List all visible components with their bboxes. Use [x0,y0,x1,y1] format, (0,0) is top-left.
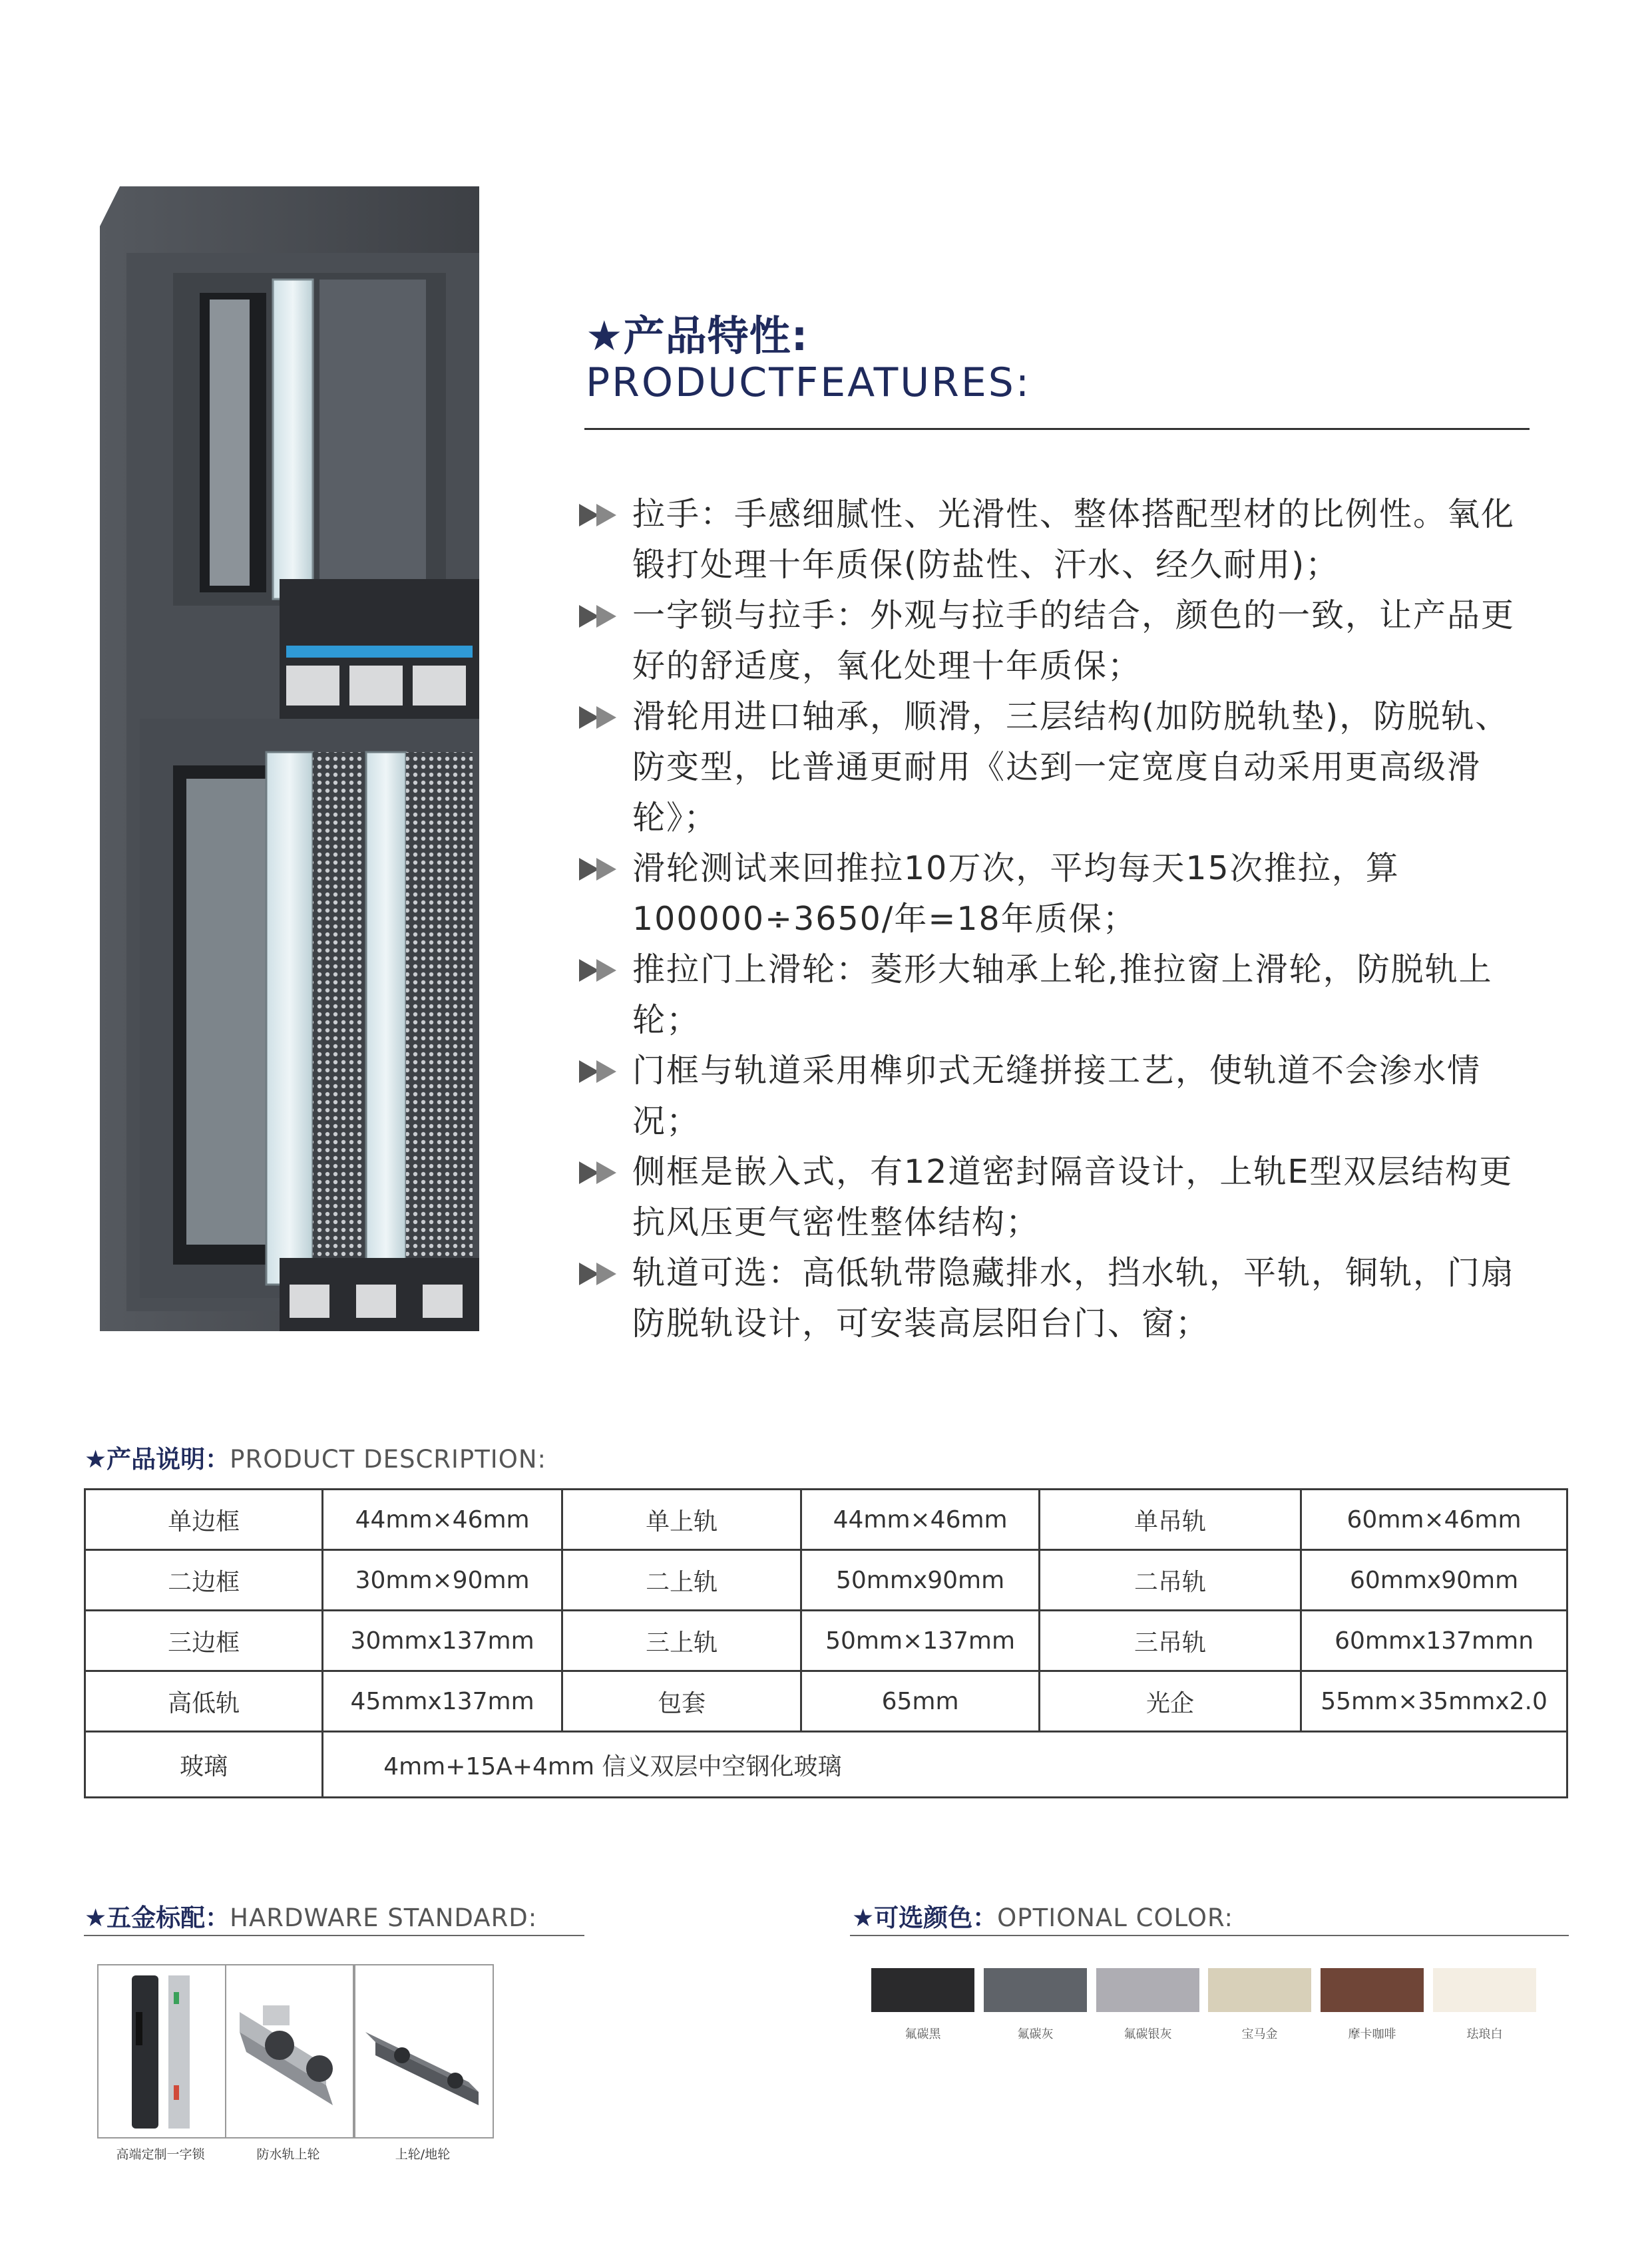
table-row [85,1732,1567,1798]
table-cell: 单上轨 [562,1490,801,1550]
table-cell: 44mm×46mm [323,1490,562,1550]
color-label: 氟碳灰 [1017,2027,1054,2041]
table-cell: 55mm×35mmx2.0 [1301,1671,1567,1732]
color-label: 氟碳黑 [905,2027,941,2041]
double-arrow-icon [579,605,622,628]
hardware-floor-wheel-image [354,1964,494,2139]
table-cell: 光企 [1040,1671,1301,1732]
feature-text: 推拉门上滑轮：菱形大轴承上轮,推拉窗上滑轮，防脱轨上轮； [632,950,1493,1039]
feature-text: 门框与轨道采用榫卯式无缝拼接工艺，使轨道不会渗水情况； [632,1052,1482,1140]
double-arrow-icon [579,504,622,526]
bottom-glass-1 [266,752,313,1285]
bottom-glass-2 [366,752,406,1285]
feature-item [579,944,1524,1046]
hardware-title-en: HARDWARE STANDARD: [230,1904,538,1932]
roller-icon [355,1965,493,2137]
lock-icon [99,1965,225,2137]
double-arrow-icon [579,706,622,729]
color-title-en: OPTIONAL COLOR: [997,1904,1234,1932]
color-heading [852,1898,1233,1934]
feature-text: 轨道可选：高低轨带隐藏排水，挡水轨，平轨，铜轨，门扇防脱轨设计，可安装高层阳台门、窗； [632,1254,1516,1342]
features-title-en: PRODUCTFEATURES: [586,359,1032,406]
table-cell: 30mmx137mm [323,1611,562,1671]
color-swatch[interactable] [984,1968,1087,2012]
table-cell: 三上轨 [562,1611,801,1671]
double-arrow-icon [579,1060,622,1083]
feature-text: 一字锁与拉手：外观与拉手的结合，颜色的一致，让产品更好的舒适度，氧化处理十年质保； [632,596,1516,685]
description-heading [85,1439,546,1475]
hardware-label: 防水轨上轮 [256,2147,320,2162]
color-swatch[interactable] [1096,1968,1199,2012]
feature-item [579,590,1524,692]
spec-table [84,1488,1568,1798]
table-cell: 60mm×46mm [1301,1490,1567,1550]
hardware-heading [85,1898,537,1934]
description-title-en: PRODUCT DESCRIPTION: [230,1445,546,1474]
double-arrow-icon [579,1161,622,1184]
table-cell: 65mm [801,1671,1040,1732]
table-row [85,1550,1567,1611]
table-cell: 单吊轨 [1040,1490,1301,1550]
table-cell: 三边框 [85,1611,323,1671]
hardware-label: 上轮/地轮 [395,2147,451,2162]
feature-item [579,1046,1524,1147]
hardware-divider [84,1935,584,1936]
color-label: 宝马金 [1241,2027,1278,2041]
table-row [85,1611,1567,1671]
table-cell: 包套 [562,1671,801,1732]
table-cell: 三吊轨 [1040,1611,1301,1671]
color-swatch[interactable] [1321,1968,1424,2012]
table-cell: 二边框 [85,1550,323,1611]
feature-item [579,489,1524,590]
description-title-zh: ★产品说明： [85,1445,230,1474]
hardware-lock-image [97,1964,226,2139]
table-cell: 60mmx90mm [1301,1550,1567,1611]
table-cell: 二吊轨 [1040,1550,1301,1611]
color-swatch[interactable] [871,1968,974,2012]
table-cell: 50mm×137mm [801,1611,1040,1671]
color-label: 珐琅白 [1466,2027,1503,2041]
glass-label-cell: 玻璃 [85,1732,323,1798]
hardware-upper-wheel-image [225,1964,354,2139]
color-divider [850,1935,1569,1936]
color-swatch[interactable] [1433,1968,1536,2012]
features-divider [584,428,1530,430]
table-cell: 单边框 [85,1490,323,1550]
feature-text: 侧框是嵌入式，有12道密封隔音设计，上轨E型双层结构更抗风压更气密性整体结构； [632,1153,1514,1241]
features-list [579,489,1524,1349]
table-cell: 50mmx90mm [801,1550,1040,1611]
double-arrow-icon [579,1263,622,1285]
table-cell: 60mmx137mmn [1301,1611,1567,1671]
features-title: ★产品特性: [586,311,809,360]
table-row [85,1671,1567,1732]
color-title-zh: ★可选颜色： [852,1904,998,1932]
insect-mesh [313,752,366,1285]
table-row [85,1490,1567,1550]
table-cell: 高低轨 [85,1671,323,1732]
feature-item [579,692,1524,843]
table-cell: 44mm×46mm [801,1490,1040,1550]
feature-item [579,843,1524,944]
hardware-label: 高端定制一字锁 [116,2147,205,2162]
glass-value-cell: 4mm+15A+4mm 信义双层中空钢化玻璃 [323,1732,1567,1798]
double-arrow-icon [579,959,622,982]
feature-item [579,1248,1524,1349]
color-swatch[interactable] [1208,1968,1311,2012]
hardware-title-zh: ★五金标配： [85,1904,230,1932]
feature-text: 滑轮测试来回推拉10万次，平均每天15次推拉，算100000÷3650/年=18年质保； [632,849,1400,938]
wheel-icon [226,1965,353,2137]
table-cell: 30mm×90mm [323,1550,562,1611]
feature-text: 拉手：手感细腻性、光滑性、整体搭配型材的比例性。氧化锻打处理十年质保(防盐性、汗水、经久耐用)； [632,495,1516,584]
table-cell: 二上轨 [562,1550,801,1611]
double-arrow-icon [579,858,622,881]
feature-item [579,1147,1524,1248]
feature-text: 滑轮用进口轴承，顺滑，三层结构(加防脱轨垫)，防脱轨、防变型，比普通更耐用《达到一定宽度自动采用更高级滑轮》； [632,698,1510,837]
window-section-illustration [100,180,486,1338]
color-label: 氟碳银灰 [1124,2027,1172,2041]
color-label: 摩卡咖啡 [1348,2027,1396,2041]
top-glass [273,280,313,599]
table-cell: 45mmx137mm [323,1671,562,1732]
